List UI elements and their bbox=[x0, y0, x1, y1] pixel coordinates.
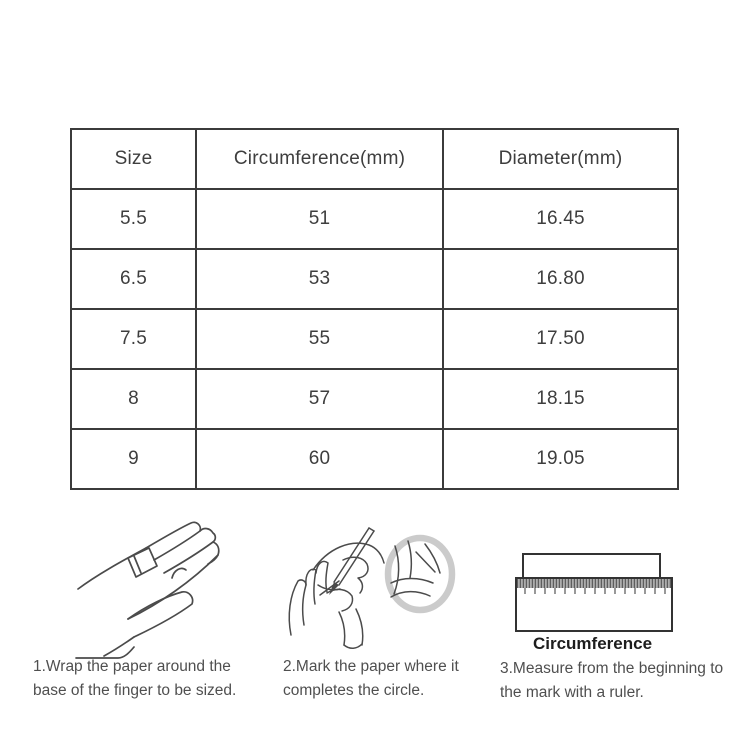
table-row bbox=[71, 369, 678, 429]
ruler-scale-band bbox=[517, 579, 671, 588]
table-cell: 6.5 bbox=[71, 249, 196, 309]
table-cell: 17.50 bbox=[443, 309, 678, 369]
circumference-label: Circumference bbox=[532, 634, 653, 653]
header-size: Size bbox=[71, 129, 196, 189]
table-cell: 16.45 bbox=[443, 189, 678, 249]
header-diameter: Diameter(mm) bbox=[443, 129, 678, 189]
table-cell: 5.5 bbox=[71, 189, 196, 249]
table-row bbox=[71, 429, 678, 489]
hand-wrap-icon bbox=[28, 515, 263, 660]
ruler-icon bbox=[495, 525, 730, 640]
table-cell: 16.80 bbox=[443, 249, 678, 309]
table-cell: 55 bbox=[196, 309, 443, 369]
hand-mark-icon bbox=[283, 516, 473, 656]
table-cell: 53 bbox=[196, 249, 443, 309]
ring-size-table-container bbox=[70, 128, 679, 490]
table-cell: 7.5 bbox=[71, 309, 196, 369]
table-cell: 8 bbox=[71, 369, 196, 429]
table-cell: 9 bbox=[71, 429, 196, 489]
step3-caption-block bbox=[500, 634, 738, 705]
magnifier-ring bbox=[388, 538, 452, 610]
paper-strip bbox=[523, 554, 660, 579]
table-row bbox=[71, 189, 678, 249]
table-cell: 57 bbox=[196, 369, 443, 429]
ring-size-table bbox=[70, 128, 679, 490]
step2-caption: 2.Mark the paper where it completes the circle. bbox=[283, 658, 459, 699]
header-circumference: Circumference(mm) bbox=[196, 129, 443, 189]
table-cell: 60 bbox=[196, 429, 443, 489]
table-cell: 18.15 bbox=[443, 369, 678, 429]
step3-caption: 3.Measure from the beginning to the mark with a ruler. bbox=[500, 660, 724, 701]
step1-caption: 1.Wrap the paper around the base of the finger to be sized. bbox=[33, 658, 237, 699]
table-cell: 51 bbox=[196, 189, 443, 249]
table-row bbox=[71, 309, 678, 369]
table-cell: 19.05 bbox=[443, 429, 678, 489]
table-header-row bbox=[71, 129, 678, 189]
table-row bbox=[71, 249, 678, 309]
